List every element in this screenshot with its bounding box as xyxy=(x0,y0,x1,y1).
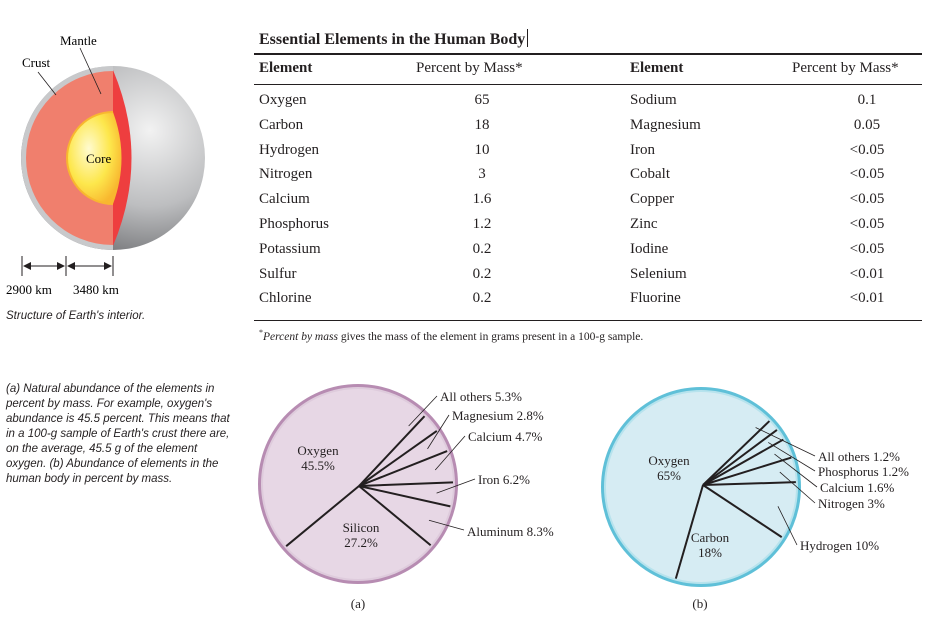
percent-cell: <0.05 xyxy=(849,166,885,183)
percent-cell: <0.05 xyxy=(849,141,885,158)
pie-slice-label: All others 5.3% xyxy=(440,389,522,404)
footnote-rest: gives the mass of the element in grams present in a 100-g sample. xyxy=(337,330,644,343)
pie-slice-label: Oxygen xyxy=(648,453,690,468)
pie-slice-label: Silicon xyxy=(342,520,380,535)
footnote-mark: * xyxy=(259,328,263,337)
percent-cell: 0.05 xyxy=(853,116,881,133)
pie-slice-label: Aluminum 8.3% xyxy=(467,524,554,539)
header-percent-2: Percent by Mass* xyxy=(792,60,899,76)
earth-caption: Structure of Earth's interior. xyxy=(6,310,146,322)
mantle-label: Mantle xyxy=(60,33,97,48)
element-cell: Oxygen xyxy=(259,92,307,108)
element-cell: Iron xyxy=(630,141,655,158)
element-cell: Nitrogen xyxy=(259,166,313,183)
element-cell: Calcium xyxy=(259,191,310,208)
distance-core: 3480 km xyxy=(73,282,119,297)
pie-slice-label: Carbon xyxy=(690,530,730,545)
pie-slice-label: Hydrogen 10% xyxy=(800,538,880,553)
pie-slice-label: Calcium 4.7% xyxy=(468,429,543,444)
pie-slice-label: Magnesium 2.8% xyxy=(452,408,544,423)
header-element-1: Element xyxy=(259,60,313,76)
abundance-caption: (a) Natural abundance of the elements in percent by mass. For example, oxygen's abundance is 45.5 percent. This means that in a 100-g sample of Earth's crust there are, on the average, 45.5 g of the element oxygen. (b) Abundance of elements in the human body in percent by mass. xyxy=(6,383,230,485)
element-cell: Potassium xyxy=(259,240,321,257)
percent-cell: 65 xyxy=(474,92,490,108)
percent-cell: 1.6 xyxy=(472,191,492,208)
header-percent-1: Percent by Mass* xyxy=(416,60,523,76)
element-cell: Phosphorus xyxy=(259,216,330,232)
pie-slice-value: 18% xyxy=(698,545,722,560)
header-element-2: Element xyxy=(630,60,684,76)
percent-cell: <0.05 xyxy=(849,216,885,232)
pie-slice-label: Calcium 1.6% xyxy=(820,480,895,495)
percent-cell: 10 xyxy=(474,141,490,158)
core-label: Core xyxy=(86,151,112,166)
pie-slice-label: All others 1.2% xyxy=(818,449,900,464)
element-cell: Cobalt xyxy=(630,166,670,183)
element-cell: Copper xyxy=(630,191,675,208)
percent-cell: 18 xyxy=(474,116,490,133)
pie-slice-value: 45.5% xyxy=(301,458,335,473)
element-cell: Iodine xyxy=(630,240,669,257)
element-cell: Selenium xyxy=(630,265,687,282)
percent-cell: 1.2 xyxy=(472,216,492,232)
percent-cell: <0.05 xyxy=(849,191,885,208)
element-cell: Hydrogen xyxy=(259,141,319,158)
element-cell: Carbon xyxy=(259,116,304,133)
pie-slice-value: 65% xyxy=(657,468,681,483)
pie-slice-label: Nitrogen 3% xyxy=(818,496,885,511)
pie-panel-label: (b) xyxy=(692,596,708,611)
percent-cell: 0.2 xyxy=(472,240,492,257)
element-cell: Sulfur xyxy=(259,265,297,282)
percent-cell: 0.2 xyxy=(472,265,492,282)
footnote-head: Percent by mass xyxy=(263,330,338,343)
percent-cell: <0.05 xyxy=(849,240,885,257)
table-title-text: Essential Elements in the Human Body xyxy=(259,31,526,48)
pie-slice-label: Phosphorus 1.2% xyxy=(818,464,910,479)
percent-cell: 3 xyxy=(478,166,486,183)
pie-panel-label: (a) xyxy=(350,596,366,611)
percent-cell: <0.01 xyxy=(849,265,885,282)
element-cell: Zinc xyxy=(630,216,658,232)
pie-slice-label: Iron 6.2% xyxy=(478,472,530,487)
percent-cell: 0.1 xyxy=(857,92,877,108)
percent-cell: <0.01 xyxy=(849,290,885,307)
crust-label: Crust xyxy=(22,55,51,70)
distance-mantle: 2900 km xyxy=(6,282,52,297)
element-cell: Chlorine xyxy=(259,290,312,307)
element-cell: Fluorine xyxy=(630,290,681,307)
element-cell: Sodium xyxy=(630,92,677,108)
percent-cell: 0.2 xyxy=(472,290,492,307)
element-cell: Magnesium xyxy=(630,116,701,133)
pie-slice-value: 27.2% xyxy=(344,535,378,550)
pie-slice-label: Oxygen xyxy=(297,443,339,458)
